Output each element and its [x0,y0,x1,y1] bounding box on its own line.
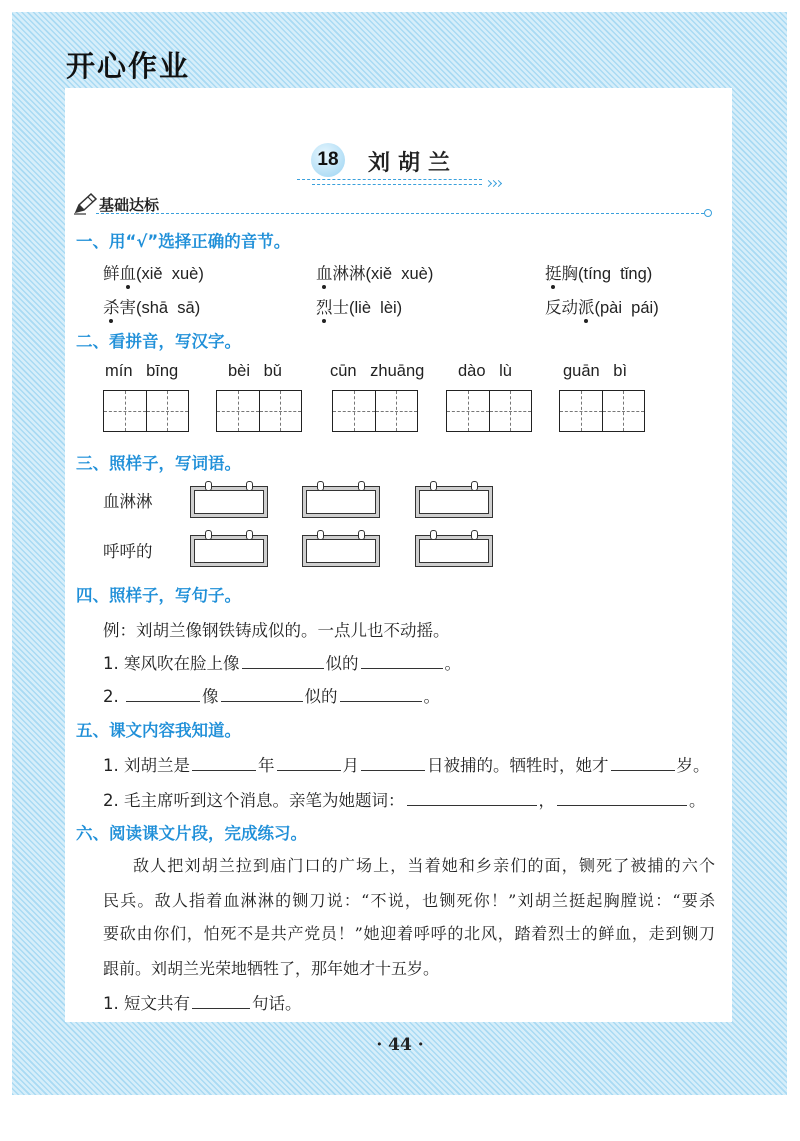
lesson-number-badge: 18 [311,143,345,177]
word-prefix: 鲜 [103,264,120,283]
q1-item [103,260,204,284]
q2-heading: 二、看拼音，写汉字。 [76,332,241,351]
q5-item-1 [103,752,710,776]
answer-blank[interactable] [277,754,341,772]
book-title: 开心作业 [66,49,191,83]
word-answer-frame[interactable] [415,486,493,518]
word-prefix: 反动 [545,298,578,317]
example-word: 呼呼的 [103,542,153,561]
q6-item-1 [103,990,302,1014]
grid-cell[interactable] [259,391,302,431]
answer-blank[interactable] [192,992,250,1010]
frame-inner[interactable] [194,539,264,563]
word-answer-frame[interactable] [190,486,268,518]
writing-grid[interactable] [559,390,645,432]
title-underline-2 [312,184,482,185]
item-text: 寒风吹在脸上像 [124,654,240,673]
dotted-char: 烈 [316,298,333,317]
answer-blank[interactable] [126,685,200,703]
item-text: 似的 [325,654,359,673]
item-text: 日被捕的。牺牲时，她才 [427,756,609,775]
answer-blank[interactable] [557,789,687,807]
item-text: 。 [423,687,440,706]
word-suffix: 淋淋 [332,264,366,283]
pinyin-prompt: dào lù [458,362,512,380]
pinyin-prompt: mín bīng [105,362,179,380]
dotted-char: 派 [578,298,595,317]
answer-blank[interactable] [242,652,324,670]
q1-heading: 一、用“√”选择正确的音节。 [76,232,291,251]
item-number: 2. [103,791,119,810]
q3-heading: 三、照样子，写词语。 [76,454,241,473]
q6-heading: 六、阅读课文片段，完成练习。 [76,824,307,843]
item-number: 1. [103,994,119,1013]
grid-cell[interactable] [447,391,489,431]
item-text: 句话。 [252,994,302,1013]
q1-item [545,294,659,318]
pinyin-prompt: guān bì [563,362,628,380]
writing-grid[interactable] [332,390,418,432]
example-word: 血淋淋 [103,492,153,511]
pinyin-options[interactable]: (pài pái) [594,299,659,317]
passage-line: 敌人把刘胡兰拉到庙门口的广场上，当着她和乡亲们的面，铡死了被捕的六个 [133,856,715,875]
item-text: 刘胡兰是 [124,756,190,775]
q5-item-2 [103,787,706,811]
item-text: 。 [444,654,461,673]
frame-inner[interactable] [419,539,489,563]
answer-blank[interactable] [192,754,256,772]
answer-blank[interactable] [221,685,303,703]
writing-grid[interactable] [216,390,302,432]
q1-item [316,294,402,318]
grid-cell[interactable] [146,391,189,431]
word-answer-frame[interactable] [302,535,380,567]
word-suffix: 害 [119,298,136,317]
q1-item [545,260,652,284]
frame-inner[interactable] [194,490,264,514]
pinyin-options[interactable]: (liè lèi) [349,299,403,317]
word-answer-frame[interactable] [302,486,380,518]
item-text: 毛主席听到这个消息。亲笔为她题词： [124,791,405,810]
word-answer-frame[interactable] [415,535,493,567]
q4-heading: 四、照样子，写句子。 [76,586,241,605]
writing-grid[interactable] [446,390,532,432]
item-number: 1. [103,756,119,775]
grid-cell[interactable] [489,391,532,431]
dotted-char: 杀 [103,298,120,317]
dotted-char: 血 [119,264,136,283]
grid-cell[interactable] [602,391,645,431]
pinyin-options[interactable]: (xiě xuè) [365,265,434,283]
dotted-char: 血 [316,264,333,283]
grid-cell[interactable] [375,391,418,431]
divider-end-dot [704,209,712,217]
dotted-char: 挺 [545,264,562,283]
example-sentence: 例：刘胡兰像钢铁铸成似的。一点儿也不动摇。 [103,621,450,640]
item-text: 。 [689,791,706,810]
word-answer-frame[interactable] [190,535,268,567]
q1-item [103,294,200,318]
item-text: 短文共有 [124,994,190,1013]
item-number: 1. [103,654,119,673]
grid-cell[interactable] [217,391,259,431]
passage-line: 民兵。敌人指着血淋淋的铡刀说：“不说，也铡死你！”刘胡兰挺起胸膛说：“要杀 [103,891,715,910]
item-text: 似的 [304,687,338,706]
section-divider [96,213,704,214]
pinyin-options[interactable]: (tíng tǐng) [578,265,653,283]
answer-blank[interactable] [340,685,422,703]
pinyin-options[interactable]: (xiě xuè) [136,265,204,283]
frame-inner[interactable] [306,490,376,514]
item-text: ， [538,791,555,810]
answer-blank[interactable] [361,754,425,772]
item-text: 年 [258,756,275,775]
pinyin-prompt: bèi bǔ [228,362,282,380]
answer-blank[interactable] [361,652,443,670]
item-text: 像 [202,687,219,706]
page-number: · 44 · [376,1035,424,1055]
frame-inner[interactable] [306,539,376,563]
q5-heading: 五、课文内容我知道。 [76,721,241,740]
lesson-title: 刘胡兰 [368,151,459,176]
item-text: 岁。 [676,756,710,775]
word-suffix: 胸 [561,264,578,283]
pinyin-options[interactable]: (shā sā) [136,299,201,317]
passage-line: 跟前。刘胡兰光荣地牺牲了，那年她才十五岁。 [103,959,440,978]
item-text: 月 [342,756,359,775]
answer-blank[interactable] [407,789,537,807]
writing-grid[interactable] [103,390,189,432]
title-underline [297,179,482,180]
grid-cell[interactable] [333,391,375,431]
passage-line: 要砍由你们，怕死不是共产党员！”她迎着呼呼的北风，踏着烈士的鲜血，走到铡刀 [103,924,715,943]
q1-item [316,260,433,284]
section-label: 基础达标 [99,196,160,214]
frame-inner[interactable] [419,490,489,514]
word-suffix: 士 [332,298,349,317]
grid-cell[interactable] [560,391,602,431]
pinyin-prompt: cūn zhuāng [330,362,425,380]
answer-blank[interactable] [611,754,675,772]
q4-item-2 [103,683,440,707]
pencil-icon [72,192,98,216]
grid-cell[interactable] [104,391,146,431]
item-number: 2. [103,687,119,706]
q4-item-1 [103,650,461,674]
